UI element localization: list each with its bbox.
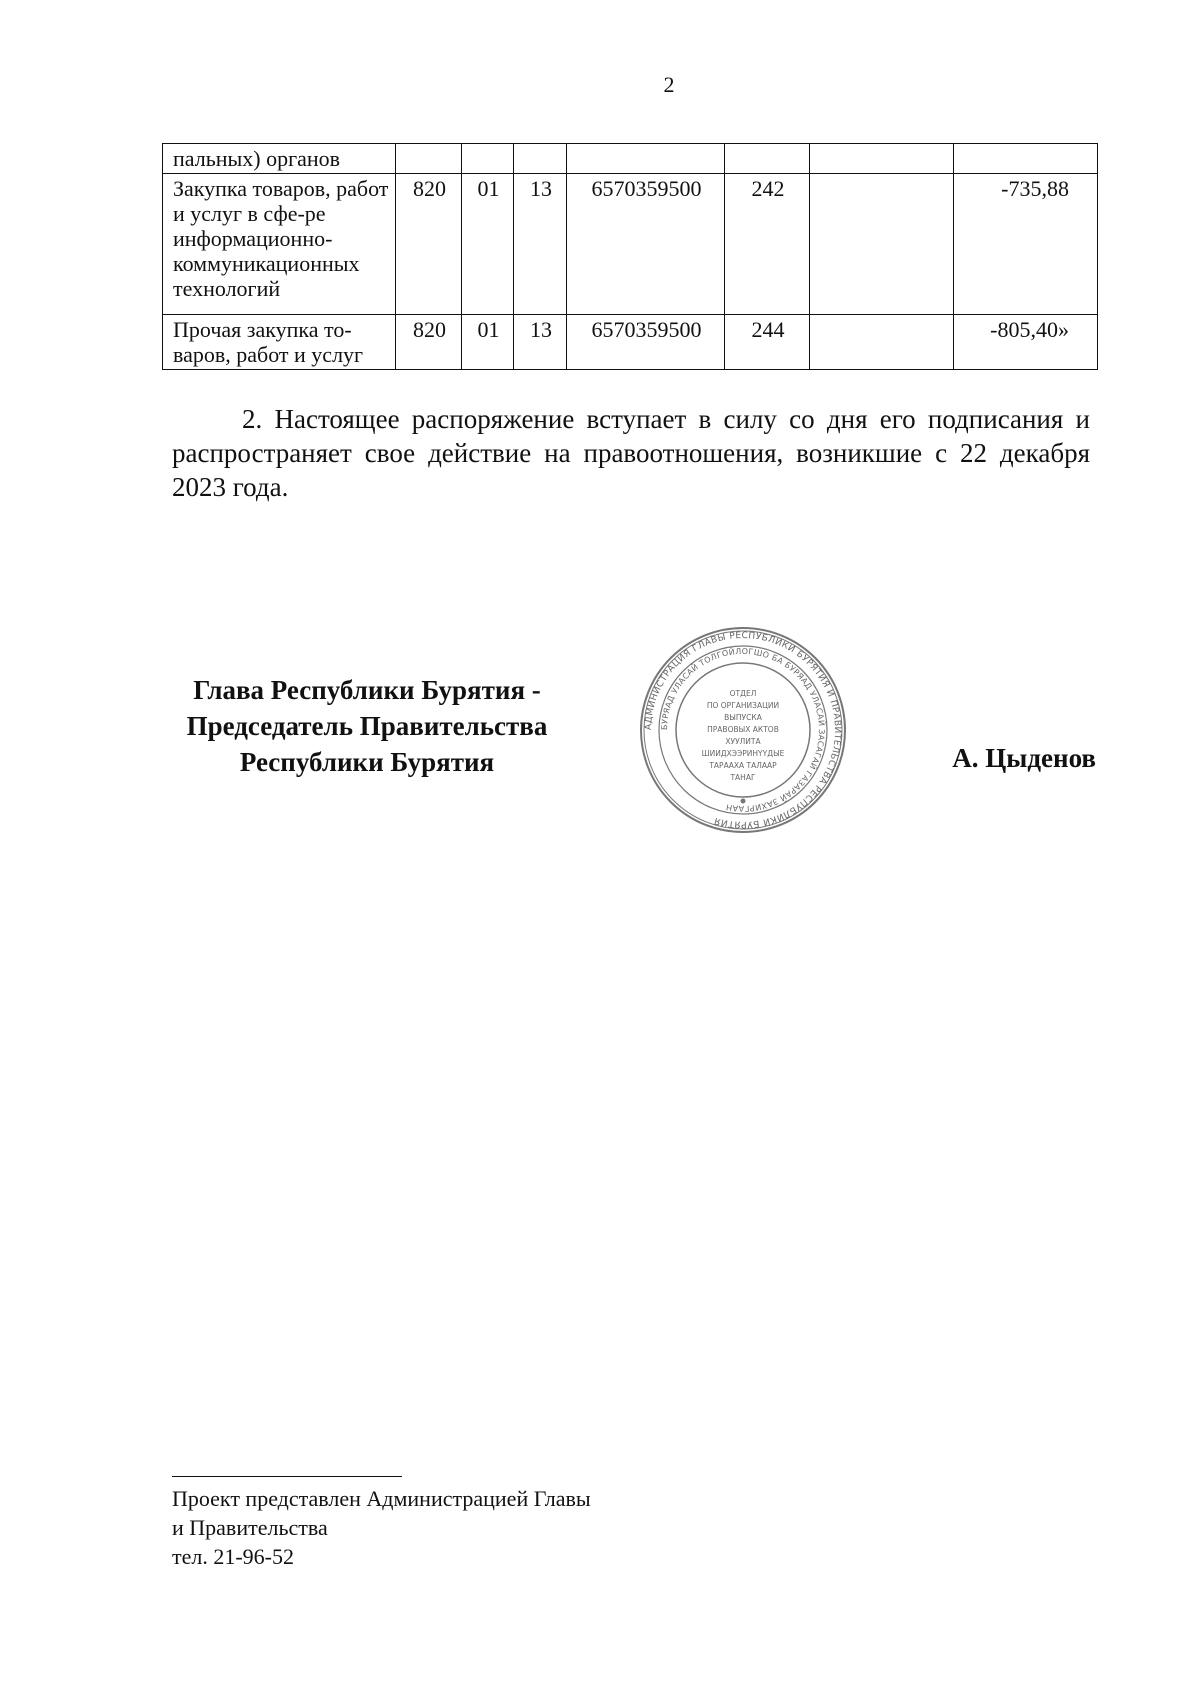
cell-amount: -805,40» bbox=[954, 315, 1098, 370]
cell-empty bbox=[810, 174, 954, 315]
seal-center-line: ТАРААХА ТАЛААР bbox=[709, 761, 777, 770]
cell-subsection: 13 bbox=[514, 174, 567, 315]
cell-section bbox=[462, 144, 514, 174]
cell-subsection: 13 bbox=[514, 315, 567, 370]
cell-target-article: 6570359500 bbox=[567, 315, 725, 370]
seal-center-line: ОТДЕЛ bbox=[729, 689, 757, 698]
table-row bbox=[163, 174, 1098, 315]
cell-expense-type bbox=[725, 144, 810, 174]
cell-ministry: 820 bbox=[396, 315, 462, 370]
seal-outer-text: АДМИНИСТРАЦИЯ ГЛАВЫ РЕСПУБЛИКИ БУРЯТИЯ И ПРАВИТЕЛЬСТВА РЕСПУБЛИКИ БУРЯТИЯ bbox=[643, 630, 843, 830]
cell-expense-type: 242 bbox=[725, 174, 810, 315]
footnote-phone: тел. 21-96-52 bbox=[172, 1544, 295, 1569]
table-row bbox=[163, 315, 1098, 370]
cell-subsection bbox=[514, 144, 567, 174]
footnote-line: и Правительства bbox=[172, 1515, 328, 1540]
cell-target-article: 6570359500 bbox=[567, 174, 725, 315]
cell-ministry: 820 bbox=[396, 174, 462, 315]
signatory-title-line: Республики Бурятия bbox=[239, 747, 495, 777]
budget-table bbox=[162, 143, 1098, 370]
footnote bbox=[172, 1484, 591, 1571]
signatory-title bbox=[162, 672, 572, 780]
cell-ministry bbox=[396, 144, 462, 174]
footnote-line: Проект представлен Администрацией Главы bbox=[172, 1486, 591, 1511]
table-row bbox=[163, 144, 1098, 174]
seal-inner-text: БУРЯАД УЛАСАЙ ТОЛГОЙЛОГШО БА БУРЯАД УЛАСАЙ ЗАСАГАЙ ГАЗАРАЙ ЗАХИРГААН bbox=[659, 646, 827, 814]
row-name: Прочая закупка то-варов, работ и услуг bbox=[163, 315, 396, 370]
cell-empty bbox=[810, 315, 954, 370]
footnote-divider bbox=[172, 1476, 402, 1477]
seal-center-line: ТАНАГ bbox=[730, 773, 756, 782]
signatory-name: А. Цыденов bbox=[952, 743, 1096, 773]
cell-target-article bbox=[567, 144, 725, 174]
seal-center-line: ПО ОРГАНИЗАЦИИ bbox=[706, 701, 780, 710]
seal-center-line: ПРАВОВЫХ АКТОВ bbox=[707, 725, 779, 734]
seal-center-line: ВЫПУСКА bbox=[724, 713, 762, 722]
seal-star-icon bbox=[741, 799, 746, 804]
cell-amount: -735,88 bbox=[954, 174, 1098, 315]
cell-empty bbox=[810, 144, 954, 174]
cell-section: 01 bbox=[462, 315, 514, 370]
signatory-title-line: Глава Республики Бурятия - bbox=[193, 675, 541, 705]
page-number: 2 bbox=[663, 72, 675, 97]
paragraph-text: 2. Настоящее распоряжение вступает в силу со дня его подписания и распространяет свое действие на правоотношения, возникшие с 22 декабря 2023 года. bbox=[172, 404, 1090, 502]
cell-section: 01 bbox=[462, 174, 514, 315]
cell-amount bbox=[954, 144, 1098, 174]
cell-expense-type: 244 bbox=[725, 315, 810, 370]
effective-date-paragraph bbox=[172, 402, 1090, 504]
row-name: пальных) органов bbox=[163, 144, 396, 174]
seal-center-line: ХУУЛИТА bbox=[725, 737, 761, 746]
row-name: Закупка товаров, работ и услуг в сфе-ре информационно-коммуникационных технологий bbox=[163, 174, 396, 315]
official-seal bbox=[638, 625, 848, 835]
seal-center-line: ШИИДХЭЭРИНҮҮДЫЕ bbox=[701, 749, 785, 758]
signatory-title-line: Председатель Правительства bbox=[186, 711, 548, 741]
